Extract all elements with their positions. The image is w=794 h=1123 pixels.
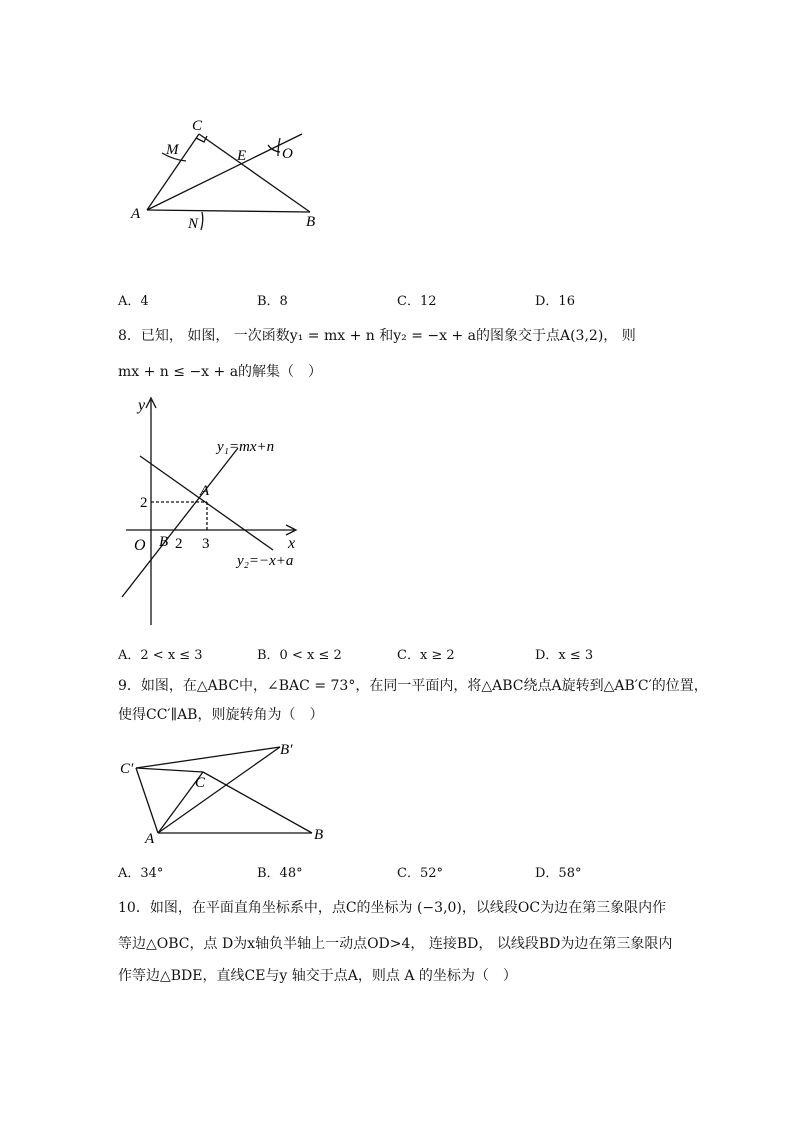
label-a: A: [131, 206, 141, 222]
label-b: B: [314, 827, 324, 843]
q9-option-a[interactable]: A．34°: [118, 866, 164, 881]
q10-stem-line3: 作等边△BDE，直线CE与y 轴交于点A，则点 A 的坐标为（ ）: [118, 968, 517, 984]
label-m: M: [166, 142, 179, 158]
origin-label: O: [134, 537, 146, 554]
q7-option-d[interactable]: D．16: [535, 294, 575, 309]
segment-cb: [199, 134, 310, 212]
label-b-prime: B′: [280, 742, 293, 758]
label-b: B: [306, 214, 316, 230]
axis-label-x: x: [288, 535, 296, 552]
q9-option-b[interactable]: B．48°: [257, 866, 303, 881]
q10-stem-line1: 10．如图，在平面直角坐标系中，点C的坐标为 (−3,0)，以线段OC为边在第三象限内作: [118, 900, 667, 916]
segment-cc-prime: [136, 768, 203, 772]
arc-n: [201, 212, 203, 230]
label-n: N: [188, 216, 199, 232]
q7-figure: [120, 108, 320, 238]
segment-c-prime-b-prime: [136, 747, 280, 768]
label-a: A: [145, 831, 155, 847]
q10-stem-line2: 等边△OBC，点 D为x轴负半轴上一动点OD>4， 连接BD， 以线段BD为边在第三象限内: [118, 936, 673, 952]
segment-ab-prime: [158, 747, 280, 833]
q8-option-a[interactable]: A．2 < x ≤ 3: [118, 648, 203, 663]
tick-y-2: 2: [140, 495, 148, 511]
q8-option-d[interactable]: D．x ≤ 3: [535, 648, 594, 663]
q8-stem-line1: 8．已知， 如图， 一次函数y₁ = mx + n 和y₂ = −x + a的图象交于点A(3,2)， 则: [118, 328, 636, 344]
q8-option-c[interactable]: C．x ≥ 2: [397, 648, 455, 663]
label-y2: y₂=−x+a: [237, 553, 294, 569]
q8-figure: [118, 390, 318, 630]
label-b: B: [159, 534, 169, 550]
label-e: E: [237, 148, 247, 164]
label-c-prime: C′: [120, 761, 134, 777]
q7-option-a[interactable]: A．4: [118, 294, 149, 309]
label-c: C: [195, 775, 206, 791]
label-a: A: [200, 483, 210, 499]
q8-option-b[interactable]: B．0 < x ≤ 2: [257, 648, 342, 663]
q7-option-c[interactable]: C．12: [397, 294, 437, 309]
q8-stem-line2: mx + n ≤ −x + a的解集（ ）: [118, 364, 323, 380]
q9-stem-line2: 使得CC′∥AB，则旋转角为（ ）: [118, 707, 324, 723]
label-y1: y₁=mx+n: [217, 439, 275, 455]
q7-option-b[interactable]: B．8: [257, 294, 288, 309]
segment-ac-prime: [136, 768, 158, 833]
q9-option-d[interactable]: D．58°: [535, 866, 582, 881]
arc-o-2: [278, 138, 280, 156]
tick-x-3: 3: [202, 536, 210, 552]
q9-figure: [114, 735, 344, 850]
line-y1: [122, 448, 238, 597]
q9-stem-line1: 9．如图，在△ABC中，∠BAC = 73°，在同一平面内，将△ABC绕点A旋转到△AB′C′的位置，: [118, 678, 708, 694]
segment-ab: [147, 210, 310, 212]
axis-label-y: y: [138, 397, 146, 414]
segment-cb: [203, 772, 312, 833]
label-o: O: [282, 146, 293, 162]
q9-option-c[interactable]: C．52°: [397, 866, 443, 881]
label-c: C: [192, 118, 203, 134]
tick-x-2: 2: [175, 536, 183, 552]
